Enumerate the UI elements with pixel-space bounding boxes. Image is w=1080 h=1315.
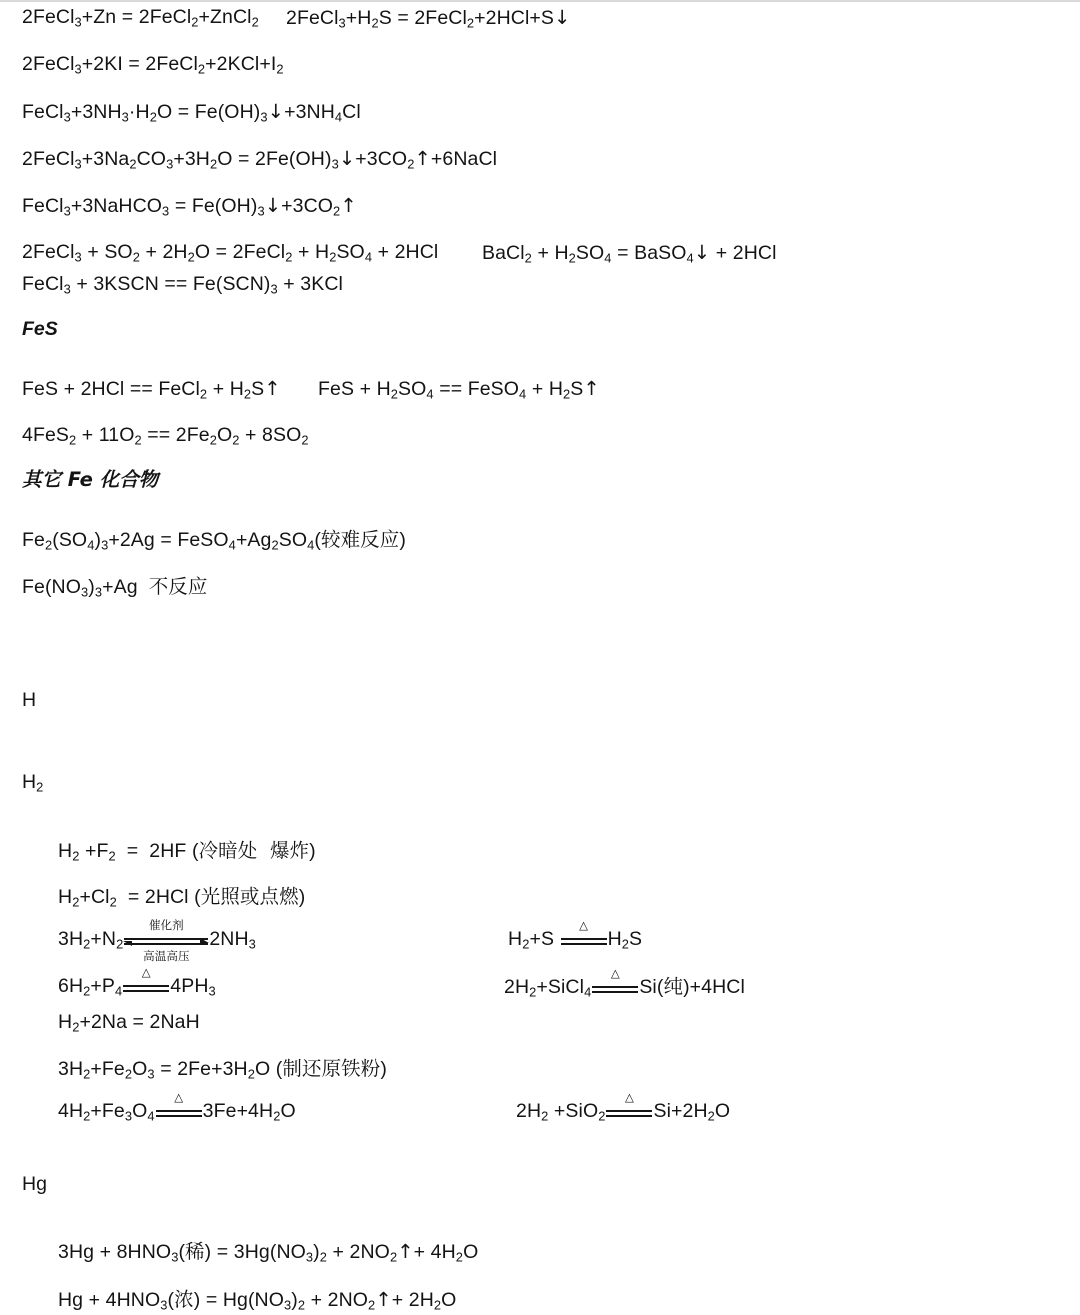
reaction-bar-icon <box>592 979 638 993</box>
equation-h2-p4: $6H_2+P_4$ △ $4PH_3$ <box>58 964 216 999</box>
equation-h2-fe2o3: $3H_2+Fe_2O_3 = 2Fe+3H_2O$ (制还原铁粉) <box>58 1057 387 1082</box>
group-heading-hg: Hg <box>22 1173 47 1195</box>
equation-bacl2-h2so4: BaCl$_2$ + $H_2SO_4$ = BaSO$_4$↓ + 2HCl <box>482 241 777 266</box>
condition-below-label: 高温高压 <box>143 948 190 963</box>
equation-h2-sio2: $2H_2 +SiO_2$ △ $Si+2H_2O$ <box>516 1089 731 1124</box>
equation-fe2so43-ag: $Fe_2(SO_4)_3+2Ag$ = $FeSO_4+Ag_2SO_4$(较难反应) <box>22 528 406 553</box>
condition-above-label: △ <box>174 1089 184 1104</box>
equation-fes-hcl: FeS + 2HCl == FeCl$_2$ + $H_2S↑$ <box>22 377 281 402</box>
equation-fecl3-ki: 2FeCl$_3$+2KI = $2FeCl_2+2KCl+I_2$ <box>22 53 284 77</box>
equation-fecl3-nahco3: FeCl$_3$+3NaHCO$_3$ = $Fe(OH)_3↓+3CO_2↑$ <box>22 194 357 219</box>
equation-h2-fe3o4: $4H_2+Fe_3O_4$ △ $3Fe+4H_2O$ <box>58 1089 296 1124</box>
condition-heat <box>561 917 607 950</box>
group-heading-h2: $H_2$ <box>22 771 44 795</box>
section-heading-other-fe: 其它 Fe 化合物 <box>22 468 159 491</box>
condition-above-label: △ <box>141 964 151 979</box>
equation-fecl3-zn: 2FeCl$_3$+Zn = 2FeCl$_2$+ZnCl$_2$ <box>22 6 259 30</box>
equation-fes-h2so4: FeS + $H_2SO_4$ == FeSO$_4$ + $H_2S↑$ <box>318 377 600 402</box>
condition-above-label: △ <box>610 965 620 980</box>
reaction-bar-icon <box>156 1103 202 1117</box>
equation-fecl3-h2s: $2FeCl_3+H_2S$ = 2FeCl$_2$+2HCl+S↓ <box>286 6 571 31</box>
group-heading-h: H <box>22 689 37 711</box>
equation-fecl3-na2co3: $2FeCl_3+3Na_2CO_3+3H_2O$ = $2Fe(OH)_3↓+3CO_2↑+6NaCl$ <box>22 147 498 172</box>
condition-above-label: △ <box>579 917 589 932</box>
condition-heat <box>123 964 169 997</box>
condition-above-label: △ <box>625 1089 634 1104</box>
equation-h2-sicl4: $2H_2+SiCl_4$ △ Si(纯)+4HCl <box>504 965 745 1000</box>
equation-feno33-ag: $Fe(NO_3)_3+Ag$ 不反应 <box>22 575 208 600</box>
condition-heat <box>606 1089 652 1122</box>
equation-h2-n2: $3H_2+N_2$ 催化剂 高温高压 $2NH_3$ <box>58 917 256 963</box>
condition-catalyst <box>124 917 208 963</box>
condition-above-label: 催化剂 <box>148 917 184 932</box>
equation-fecl3-nh3h2o: $FeCl_3+3NH_3\cdot H_2O$ = $Fe(OH)_3↓+3NH_4Cl$ <box>22 100 361 125</box>
condition-heat <box>592 965 638 998</box>
reaction-bar-icon <box>123 978 169 992</box>
equation-h2-cl2: $H_2+Cl_2 = 2HCl$ (光照或点燃) <box>58 885 306 910</box>
equation-h2-s: $H_2+S$ △ $H_2S$ <box>508 917 643 952</box>
equation-fecl3-so2: 2FeCl$_3$ + $SO_2 + 2H_2O$ = 2FeCl$_2$ + $H_2SO_4 + 2HCl$ <box>22 241 439 265</box>
reaction-bar-icon <box>606 1103 652 1117</box>
equation-hg-hno3-dilute: $3Hg + 8HNO_3$(稀) = $3Hg(NO_3)_2$ + $2NO_2↑+ 4H_2O$ <box>58 1240 479 1265</box>
reaction-bar-icon <box>561 931 607 945</box>
equation-fecl3-kscn: FeCl$_3$ + 3KSCN == $Fe(SCN)_3 + 3KCl$ <box>22 273 343 297</box>
condition-heat <box>156 1089 202 1122</box>
equation-h2-na: $H_2+2Na = 2NaH$ <box>58 1011 200 1035</box>
section-heading-fes: FeS <box>22 318 58 340</box>
equation-hg-hno3-concentrated: $Hg + 4HNO_3$(浓) = $Hg(NO_3)_2$ + $2NO_2↑+ 2H_2O$ <box>58 1288 457 1313</box>
equation-h2-f2: $H_2 +F_2 = 2HF$ (冷暗处 爆炸) <box>58 839 316 864</box>
equilibrium-arrow-icon <box>124 931 208 945</box>
equation-fes2-o2: $4FeS_2 + 11O_2 == 2Fe_2O_2 + 8SO_2$ <box>22 424 309 448</box>
